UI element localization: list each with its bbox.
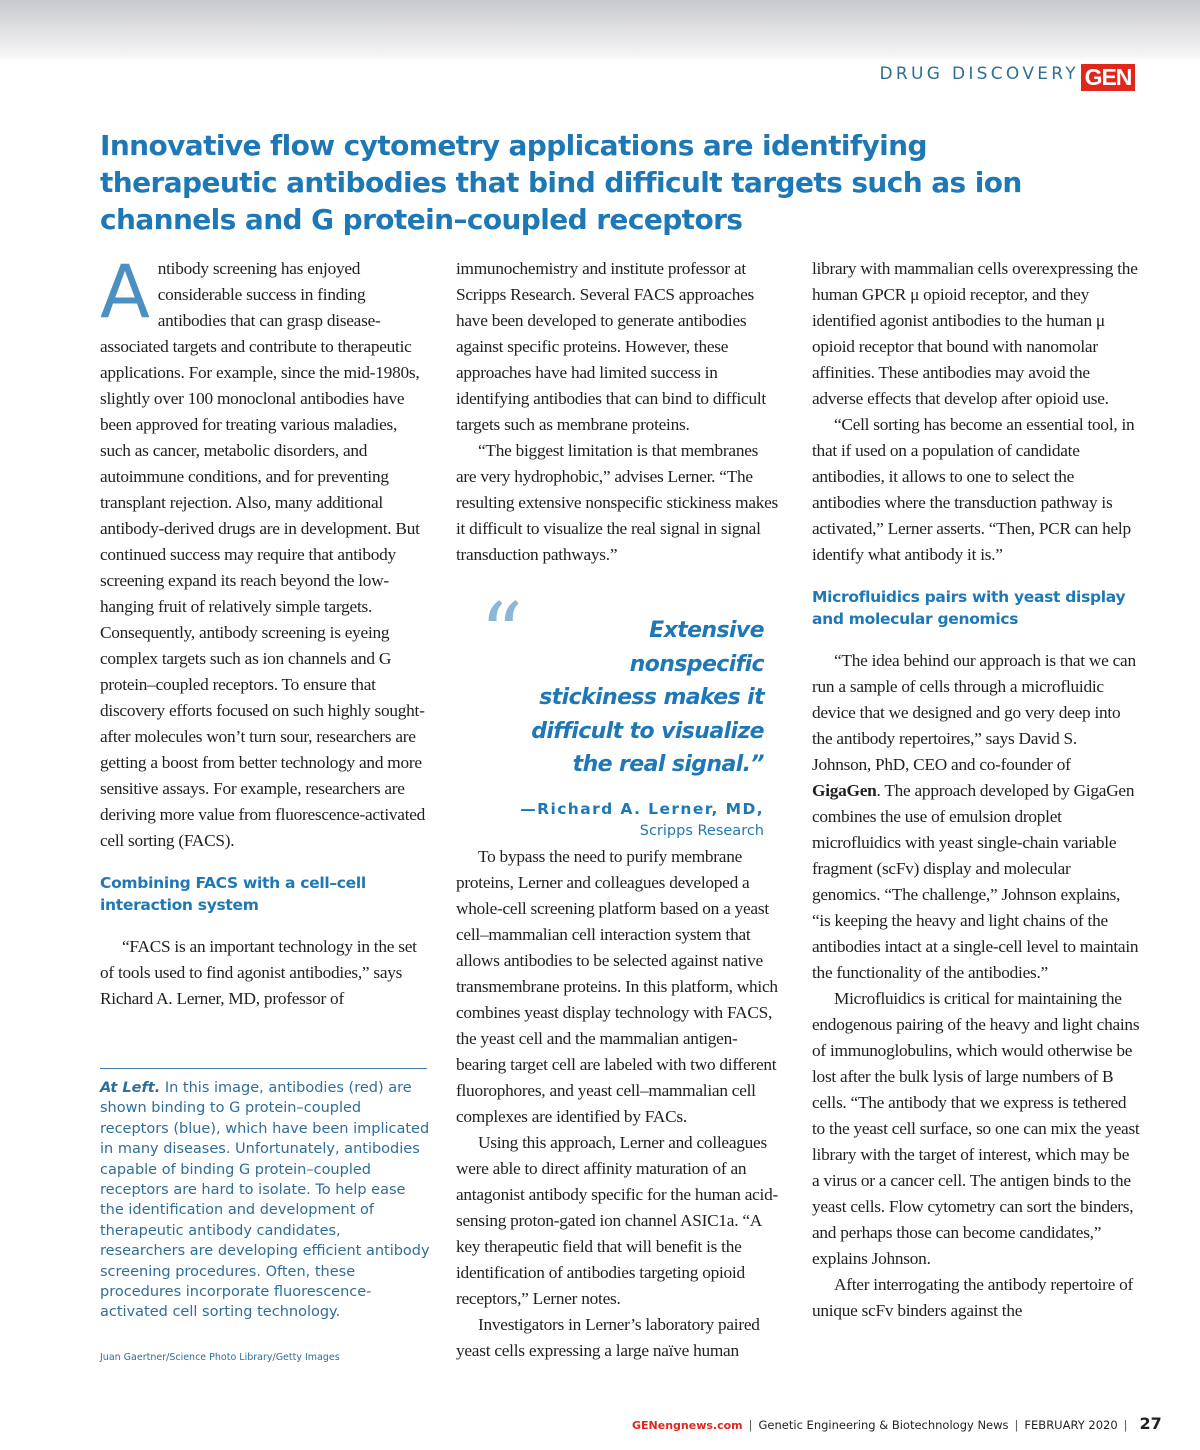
pull-quote xyxy=(450,585,764,842)
caption-rule xyxy=(100,1068,427,1069)
footer-separator: | xyxy=(1014,1418,1019,1432)
caption-lead: At Left. xyxy=(100,1080,161,1096)
gen-logo: GEN xyxy=(1081,64,1135,91)
paragraph: “The biggest limitation is that membranes are very hydrophobic,” advises Lerner. “The resulting extensive nonspecific stickiness makes it difficult to visualize the real signal in signal transduction pathways.” xyxy=(456,441,779,564)
column-1 xyxy=(100,250,430,1012)
article-headline: Innovative flow cytometry applications are identifying therapeutic antibodies that bind difficult targets such as ion channels and G protein–coupled receptors xyxy=(100,129,1022,236)
intro-paragraph xyxy=(100,250,430,854)
pull-quote-affiliation: Scripps Research xyxy=(639,822,764,839)
column-3 xyxy=(812,256,1140,1324)
paragraph: immunochemistry and institute professor at Scripps Research. Several FACS approaches have been developed to generate antibodies against specific proteins. However, these approaches have had limited success in identifying antibodies that can bind to difficult targets such as membrane proteins. xyxy=(456,259,766,434)
section-label: DRUG DISCOVERY xyxy=(879,64,1079,84)
header-band xyxy=(0,0,1200,62)
quote-mark-icon: “ xyxy=(480,585,523,683)
footer-separator: | xyxy=(748,1418,753,1432)
image-caption xyxy=(100,1078,430,1323)
paragraph: Using this approach, Lerner and colleagues were able to direct affinity maturation of an antagonist antibody specific for the human acid-sensing proton-gated ion channel ASIC1a. “A key therapeutic field that will benefit is the identification of antibodies targeting opioid receptors,” Lerner notes. xyxy=(456,1133,778,1308)
paragraph: “Cell sorting has become an essential tool, in that if used on a population of candidate antibodies, it allows to one to select the antibodies where the transduction pathway is activated,” Lerner asserts. “Then, PCR can help identify what antibody it is.” xyxy=(812,415,1135,564)
footer-site-link[interactable]: GENengnews.com xyxy=(632,1419,743,1432)
footer-date: FEBRUARY 2020 xyxy=(1024,1418,1118,1432)
paragraph xyxy=(812,648,1140,986)
page-number: 27 xyxy=(1139,1414,1162,1433)
company-name: GigaGen xyxy=(812,781,877,800)
paragraph: Microfluidics is critical for maintaining the endogenous pairing of the heavy and light chains of immunoglobulins, which would otherwise be lost after the bulk lysis of large numbers of B cells. “The antibody that we express is tethered to the yeast cell surface, so one can mix the yeast library with the target of interest, which may be a virus or a cancer cell. The antigen binds to the yeast cells. Flow cytometry can sort the binders, and perhaps those can become candidates,” explains Johnson. xyxy=(812,989,1140,1268)
paragraph-text: . The approach developed by GigaGen combines the use of emulsion droplet microfluidics with yeast single-chain variable fragment (scFv) display and molecular genomics. “The challenge,” Johnson explains, “is keeping the heavy and light chains of the antibodies intact at a single-cell level to maintain the functionality of the antibodies.” xyxy=(812,781,1139,982)
paragraph: After interrogating the antibody repertoire of unique scFv binders against the xyxy=(812,1275,1133,1320)
subhead-microfluidics: Microfluidics pairs with yeast display and molecular genomics xyxy=(812,588,1126,628)
paragraph: Investigators in Lerner’s laboratory paired yeast cells expressing a large naïve human xyxy=(456,1315,760,1360)
paragraph: “FACS is an important technology in the set of tools used to find agonist antibodies,” says Richard A. Lerner, MD, professor of xyxy=(100,937,417,1008)
paragraph-text: “The idea behind our approach is that we can run a sample of cells through a microfluidic device that we designed and go very deep into the antibody repertoires,” says David S. Johnson, PhD, CEO and co-founder of xyxy=(812,651,1136,774)
pull-quote-text: Extensive nonspecific stickiness makes it difficult to visualize the real signal.” xyxy=(531,618,764,777)
footer-separator: | xyxy=(1123,1418,1128,1432)
paragraph: To bypass the need to purify membrane proteins, Lerner and colleagues developed a whole-cell screening platform based on a yeast cell–mammalian cell interaction system that allows antibodies to be selected against native transmembrane proteins. In this platform, which combines yeast display technology with FACS, the yeast cell and the mammalian antigen-bearing target cell are labeled with two different fluorophores, and yeast cell–mammalian cell complexes are identified by FACs. xyxy=(456,847,778,1126)
pull-quote-attribution: —Richard A. Lerner, MD, xyxy=(520,799,764,818)
drop-cap: A xyxy=(100,250,150,335)
photo-credit: Juan Gaertner/Science Photo Library/Getty Images xyxy=(100,1352,340,1363)
intro-text: ntibody screening has enjoyed considerable success in finding antibodies that can grasp disease-associated targets and contribute to therapeutic applications. For example, since the mid-1980s, slightly over 100 monoclonal antibodies have been approved for treating various maladies, such as cancer, metabolic disorders, and autoimmune conditions, and for preventing transplant rejection. Also, many additional antibody-derived drugs are in development. But continued success may require that antibody screening expand its reach beyond the low-hanging fruit of relatively simple targets. Consequently, antibody screening is eyeing complex targets such as ion channels and G protein–coupled receptors. To ensure that discovery efforts focused on such highly sought-after molecules won’t turn sour, researchers are getting a boost from better technology and more sensitive assays. For example, researchers are deriving more value from fluorescence-activated cell sorting (FACS). xyxy=(100,259,426,850)
subhead-facs: Combining FACS with a cell–cell interaction system xyxy=(100,874,366,914)
caption-text: In this image, antibodies (red) are shown binding to G protein–coupled receptors (blue), which have been implicated in many diseases. Unfortunately, antibodies capable of binding G protein–coupled receptors are hard to isolate. To help ease the identification and development of therapeutic antibody candidates, researchers are developing efficient antibody screening procedures. Often, these procedures incorporate fluorescence-activated cell sorting technology. xyxy=(100,1080,430,1321)
page-footer xyxy=(632,1411,1162,1437)
footer-publication: Genetic Engineering & Biotechnology News xyxy=(758,1418,1009,1432)
paragraph: library with mammalian cells overexpressing the human GPCR μ opioid receptor, and they identified agonist antibodies to the human μ opioid receptor that bound with nanomolar affinities. These antibodies may avoid the adverse effects that develop after opioid use. xyxy=(812,259,1138,408)
